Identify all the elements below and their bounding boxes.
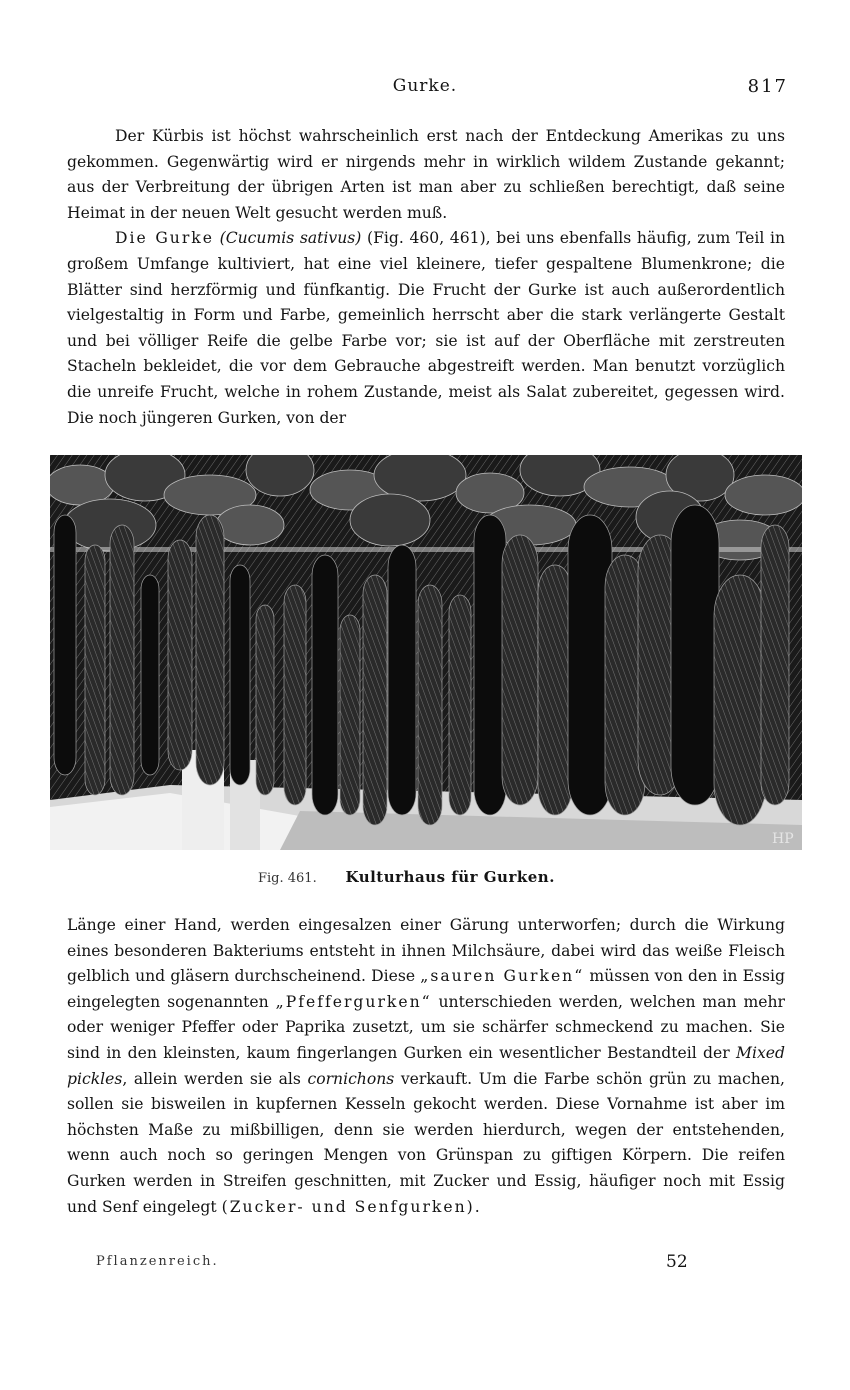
cornichons-term: cornichons bbox=[307, 1069, 395, 1088]
cucumber bbox=[168, 540, 192, 770]
cucumber bbox=[85, 545, 105, 795]
leaf bbox=[725, 475, 802, 515]
paragraph-gurke bbox=[67, 226, 785, 431]
text-run: , allein werden sie als bbox=[122, 1069, 301, 1088]
figure-cucumber-greenhouse bbox=[50, 455, 802, 850]
mixed-pickles-term: Mixed pickles bbox=[67, 1043, 785, 1088]
leaf bbox=[216, 505, 284, 545]
cucumber bbox=[230, 565, 250, 785]
cucumber bbox=[196, 515, 224, 785]
bottom-text-block bbox=[67, 913, 785, 1220]
paragraph-saure-gurken bbox=[67, 913, 785, 1220]
sheet-number: 52 bbox=[666, 1252, 688, 1272]
paragraph-kuerbis: Der Kürbis ist höchst wahrscheinlich erst nach der Entdeckung Amerikas zu uns gekommen. Gegenwärtig wird er nirgends mehr in wirklich wildem Zustande gekannt; aus der Verbreitung der übrigen Arten ist man aber zu schließen berechtigt, daß seine Heimat in der neuen Welt gesucht werden muß. bbox=[67, 127, 785, 222]
cucumber bbox=[54, 515, 76, 775]
sheet-signature: Pflanzenreich. bbox=[96, 1254, 219, 1269]
cucumber bbox=[714, 575, 766, 825]
figure-caption bbox=[258, 868, 555, 886]
top-text-block bbox=[67, 124, 785, 431]
text-run: . bbox=[474, 1197, 480, 1216]
engraver-monogram: HP bbox=[772, 831, 794, 847]
cucumber bbox=[538, 565, 572, 815]
text-run: unterschieden werden, welchen man mehr oder weniger Pfeffer oder Paprika zusetzt, um sie schärfer schmeckend zu machen. Sie sind in den kleinsten, kaum fingerlangen Gurken ein wesentlicher Bestandteil der bbox=[67, 992, 785, 1062]
text-run: Länge einer Hand, werden eingesalzen einer Gärung unterworfen; durch die Wirkung eines besonderen Bakteriums entsteht in ihnen Milchsäure, dabei wird das weiße Fleisch gelblich und gläsern durchscheinend. Diese bbox=[67, 916, 785, 986]
latin-name: (Cucumis sativus) bbox=[219, 229, 362, 248]
running-title: Gurke. bbox=[392, 76, 458, 96]
leaf bbox=[350, 494, 430, 546]
cucumber-greenhouse-engraving bbox=[50, 455, 802, 850]
cucumber bbox=[502, 535, 538, 805]
figure-title: Kulturhaus für Gurken. bbox=[345, 868, 555, 886]
gurke-description: (Fig. 460, 461), bei uns ebenfalls häufig, zum Teil in großem Umfange kultiviert, hat eine viel kleinere, tiefer gespaltene Blumenkrone; die Blätter sind herzförmig und fünfkantig. Die Frucht der Gurke ist auch außerordentlich vielgestaltig in Form und Farbe, gemeinlich herrscht aber die stark verlängerte Gestalt und bei völliger Reife die gelbe Farbe vor; sie ist auf der Oberfläche mit zerstreuten Stacheln bekleidet, die vor dem Gebrauche abgestreift werden. Man benutzt vorzüglich die unreife Frucht, welche in rohem Zustande, meist als Salat zubereitet, gegessen wird. Die noch jüngeren Gurken, von der bbox=[67, 229, 785, 427]
cucumber bbox=[141, 575, 159, 775]
pfeffergurken-term: „Pfeffergurken“ bbox=[275, 992, 432, 1011]
zucker-senfgurken-term: (Zucker- und Senfgurken) bbox=[221, 1197, 475, 1216]
saure-gurken-term: „sauren Gurken“ bbox=[420, 967, 585, 986]
cucumber bbox=[284, 585, 306, 805]
text-run: müssen von den in Essig eingelegten sogenannten bbox=[67, 967, 785, 1011]
cucumber bbox=[671, 505, 719, 805]
cucumber bbox=[363, 575, 387, 825]
gurke-term: Die Gurke bbox=[115, 229, 214, 248]
cucumber bbox=[761, 525, 789, 805]
cucumber bbox=[110, 525, 134, 795]
cucumber bbox=[388, 545, 416, 815]
cucumber bbox=[340, 615, 360, 815]
cucumber bbox=[474, 515, 506, 815]
page-number: 817 bbox=[747, 76, 788, 97]
text-run: verkauft. Um die Farbe schön grün zu machen, sollen sie bisweilen in kupfernen Kesseln gekocht werden. Diese Vornahme ist aber im höchsten Maße zu mißbilligen, denn sie werden hierdurch, wegen der entstehenden, wenn auch noch so geringen Mengen von Grünspan zu giftigen Körpern. Die reifen Gurken werden in Streifen geschnitten, mit Zucker und Essig, häufiger noch mit Essig und Senf eingelegt bbox=[67, 1069, 785, 1216]
cucumber bbox=[256, 605, 274, 795]
cucumber bbox=[418, 585, 442, 825]
cucumber bbox=[449, 595, 471, 815]
cucumber bbox=[312, 555, 338, 815]
figure-number: Fig. 461. bbox=[258, 871, 317, 886]
